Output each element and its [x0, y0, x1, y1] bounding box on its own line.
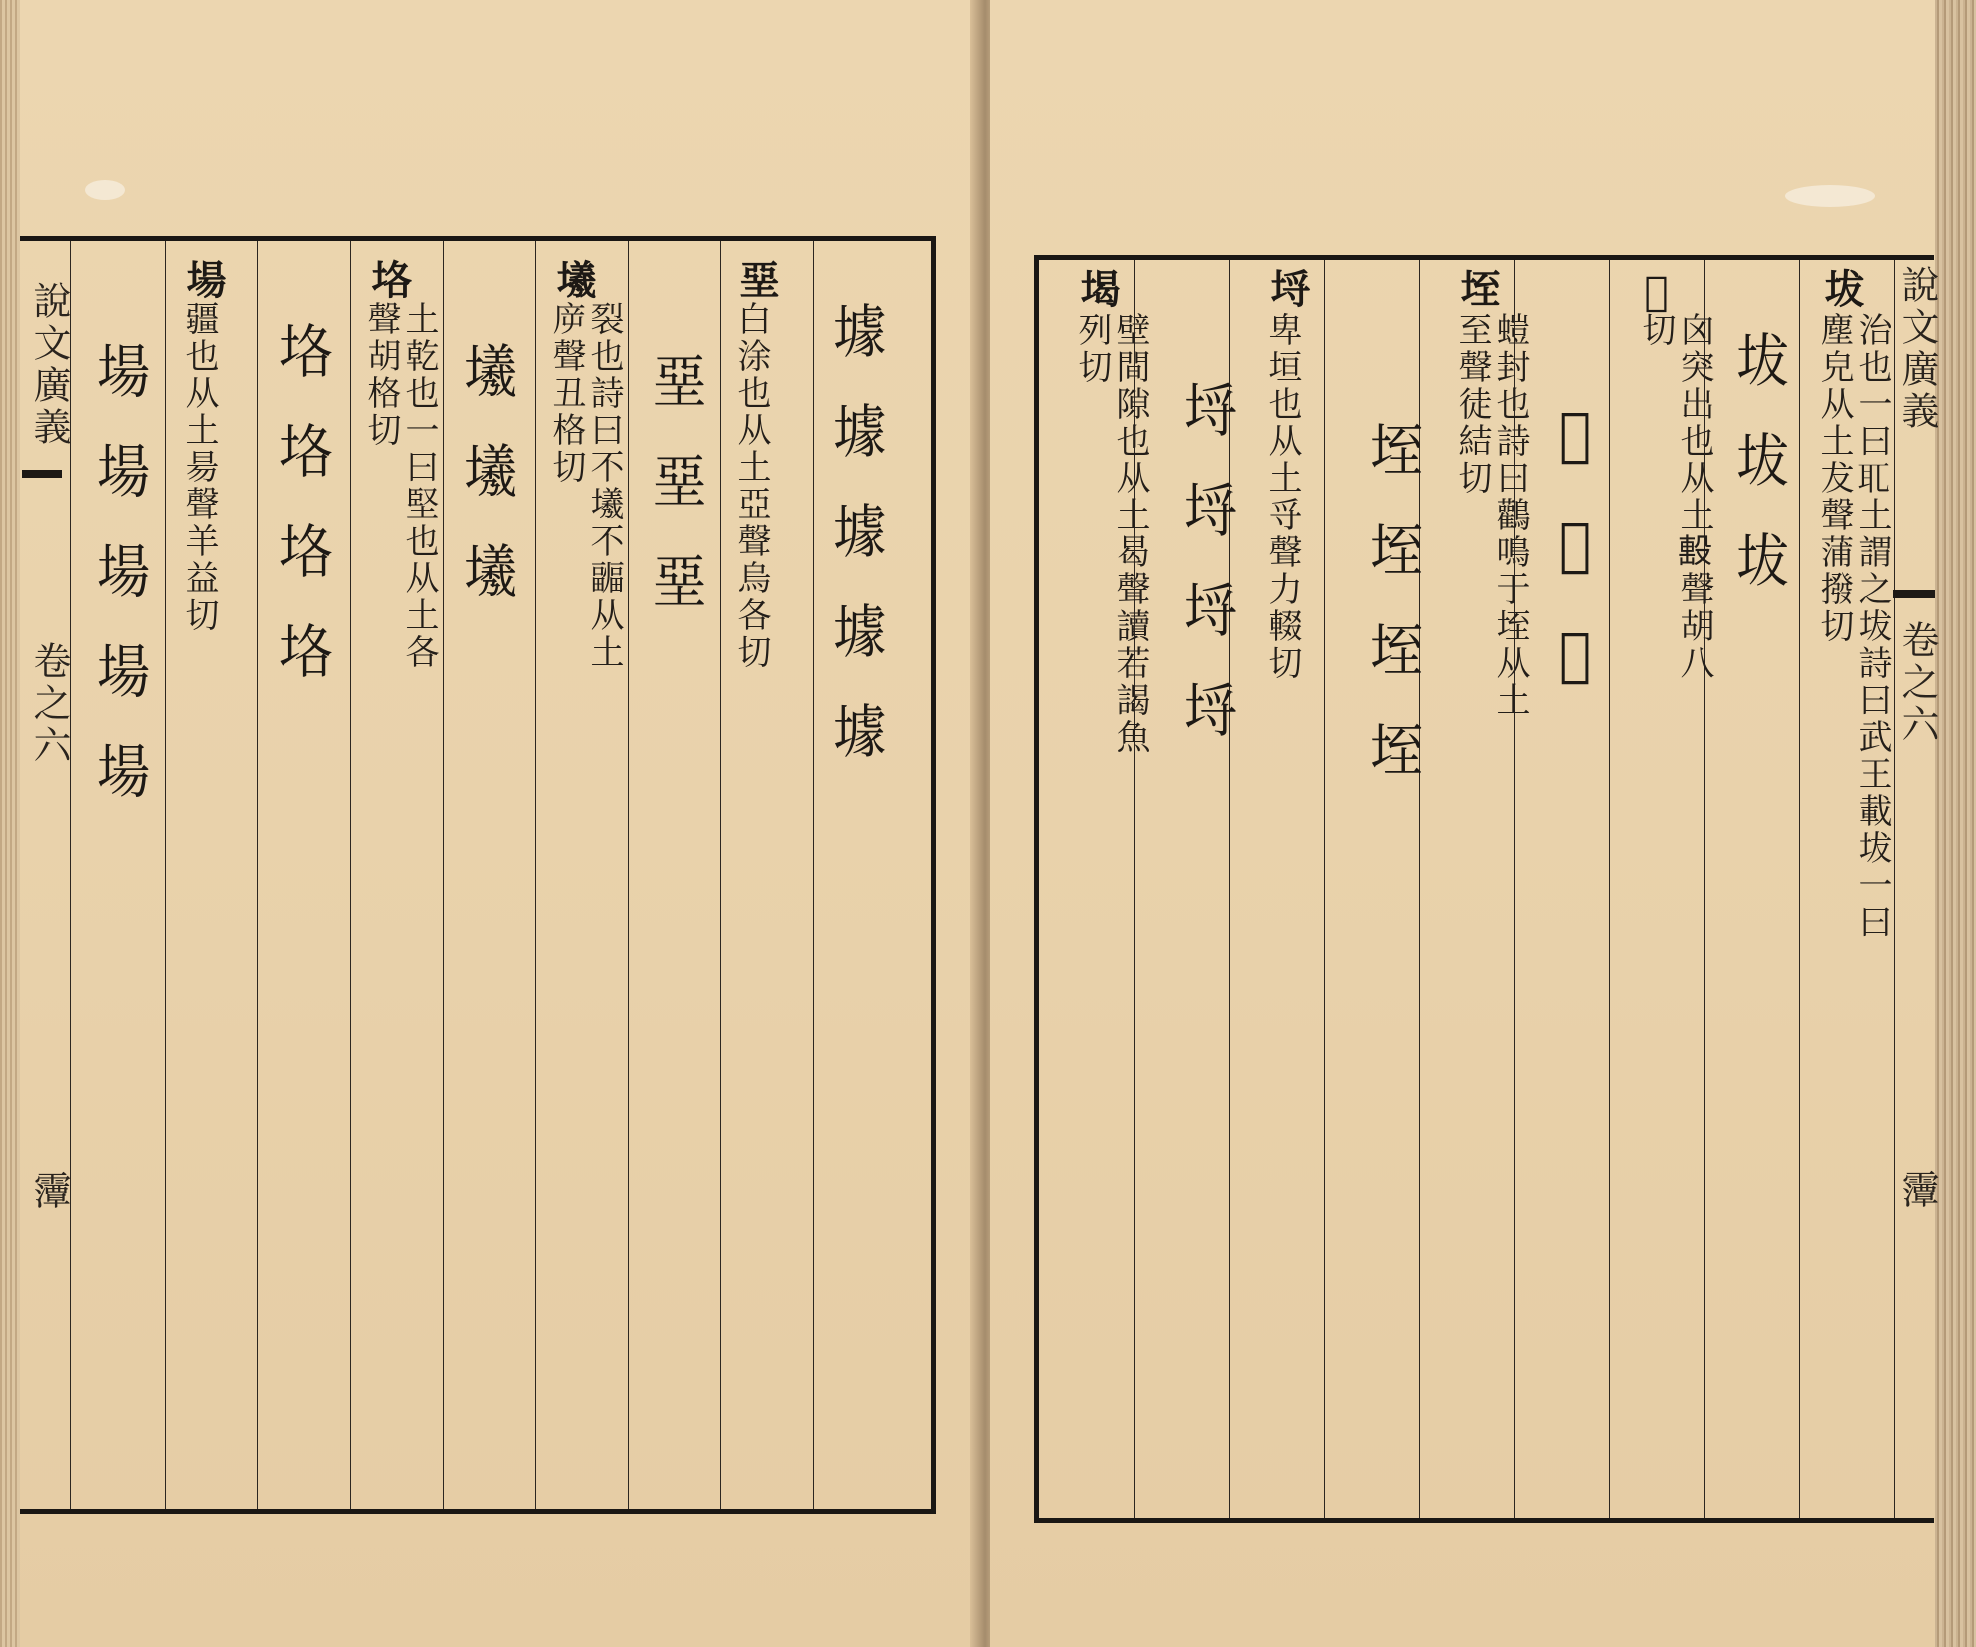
paper-stain: [1785, 185, 1875, 207]
right-margin-title: 說文廣義: [1895, 265, 1939, 433]
entry-gloss: 土乾也一曰堅也从土各聲胡格切: [361, 301, 439, 671]
entry-gloss: 壁間隙也从土曷聲讀若謁魚列切: [1072, 312, 1150, 756]
column-rule: [535, 241, 536, 1509]
entry-gloss: 裂也詩曰不㙿不疈从土㡿聲丑格切: [546, 301, 624, 671]
column-rule: [1324, 260, 1325, 1518]
column-rule: [1894, 260, 1895, 1518]
entry-heading: 㙿: [550, 259, 597, 301]
entry-heading: 埒: [1264, 268, 1311, 310]
column-rule: [1609, 260, 1610, 1518]
column-rule: [813, 241, 814, 1509]
entry-heading: 𡋟: [1633, 268, 1680, 317]
entry-gloss: 疆也从土昜聲羊益切: [179, 301, 219, 634]
right-margin-folio: 䨵: [1895, 1170, 1939, 1212]
left-page-edge: [0, 0, 20, 1647]
left-margin-title: 說文廣義: [27, 281, 71, 449]
left-margin-volume: 卷之六: [27, 641, 71, 767]
entry-gloss: 囟突出也从土𣪠聲胡八切: [1636, 312, 1714, 682]
entry-gloss: 卑垣也从土寽聲力輟切: [1262, 312, 1302, 682]
left-margin-folio: 䨵: [27, 1171, 71, 1213]
paper-stain: [85, 180, 125, 200]
column-rule: [165, 241, 166, 1509]
seal-script-forms: 場場場場場: [87, 341, 151, 841]
entry-heading: 垤: [1454, 268, 1501, 310]
seal-script-forms: 坺坺坺: [1726, 330, 1790, 630]
entry-gloss: 治也一曰𦔮土謂之坺詩曰武王載坺一曰塵皃从土犮聲蒲撥切: [1814, 312, 1892, 941]
entry-heading: 坺: [1818, 268, 1865, 310]
fish-tail-mark: [1893, 590, 1935, 598]
right-page-edge: [1935, 0, 1976, 1647]
entry-gloss: 螘封也詩曰鸛鳴于垤从土至聲徒結切: [1452, 312, 1530, 719]
column-rule: [1799, 260, 1800, 1518]
seal-script-forms: 垎垎垎垎: [269, 321, 333, 721]
column-rule: [257, 241, 258, 1509]
entry-gloss: 白涂也从土亞聲烏各切: [731, 301, 771, 671]
seal-script-forms: 壉壉壉壉壉: [823, 301, 887, 801]
left-page-frame: [20, 236, 936, 1514]
seal-script-forms: 垤垤垤垤: [1360, 420, 1424, 820]
entry-heading: 場: [180, 259, 227, 301]
entry-heading: 堊: [733, 259, 780, 301]
seal-script-forms: 埒埒埒埒: [1174, 380, 1238, 780]
seal-script-forms: 𡋟𡋟𡋟: [1543, 400, 1607, 730]
entry-heading: 垎: [365, 259, 412, 301]
column-rule: [628, 241, 629, 1509]
column-rule: [443, 241, 444, 1509]
right-page-frame: [1034, 255, 1934, 1523]
entry-heading: 堨: [1074, 268, 1121, 310]
seal-script-forms: 堊堊堊: [643, 351, 707, 651]
fish-tail-mark: [22, 470, 62, 478]
column-rule: [350, 241, 351, 1509]
column-rule: [70, 241, 71, 1509]
seal-script-forms: 㙿㙿㙿: [454, 341, 518, 641]
column-rule: [720, 241, 721, 1509]
right-margin-volume: 卷之六: [1895, 620, 1939, 746]
